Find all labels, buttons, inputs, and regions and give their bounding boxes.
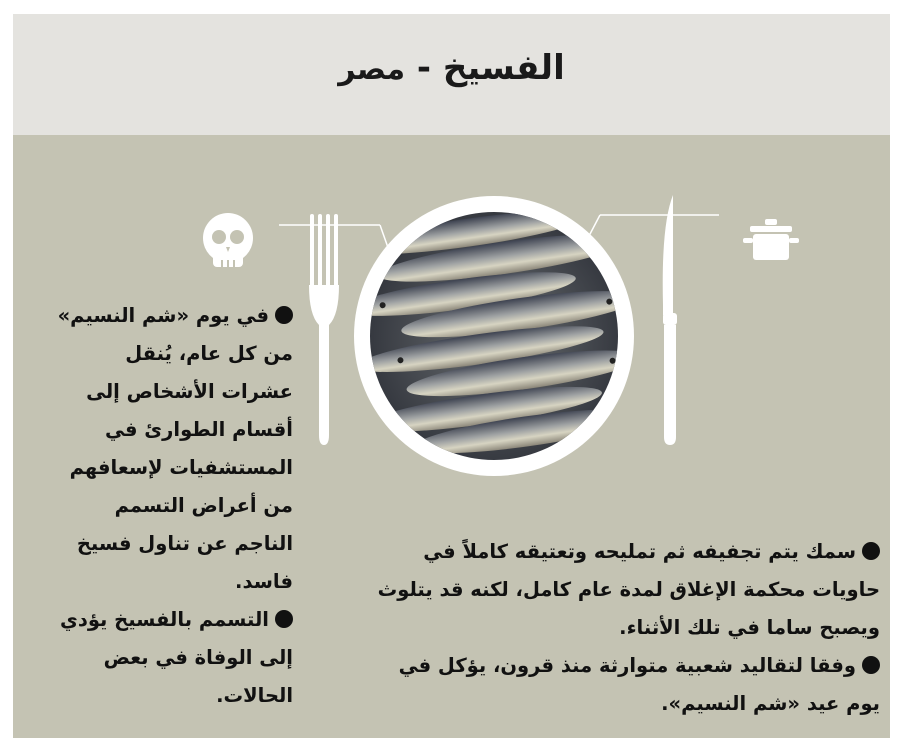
bullet-icon <box>862 542 880 560</box>
knife-icon <box>663 195 677 445</box>
bullet-icon <box>862 656 880 674</box>
left-column <box>53 297 293 715</box>
infographic-card <box>13 14 890 738</box>
header-bar <box>13 14 890 135</box>
fork-icon <box>309 214 339 445</box>
left-paragraph-2: التسمم بالفسيخ يؤدي إلى الوفاة في بعض الحالات. <box>59 608 293 707</box>
page-title <box>13 48 890 88</box>
bullet-icon <box>275 306 293 324</box>
bullet-icon <box>275 610 293 628</box>
skull-icon <box>203 213 253 267</box>
right-paragraph-1: سمك يتم تجفيفه ثم تمليحه وتعتيقه كاملاً في حاويات محكمة الإغلاق لمدة عام كامل، لكنه قد يتلوث ويصبح ساما في تلك الأثناء. <box>377 540 880 639</box>
title-country: مصر <box>338 52 406 87</box>
title-main: الفسيخ <box>442 48 565 88</box>
right-paragraph-2: وفقا لتقاليد شعبية متوارثة منذ قرون، يؤكل في يوم عيد «شم النسيم». <box>398 654 880 715</box>
fish-plate-image <box>338 196 658 476</box>
right-column <box>375 533 880 723</box>
left-paragraph-1: في يوم «شم النسيم» من كل عام، يُنقل عشرات الأشخاص إلى أقسام الطوارئ في المستشفيات لإسعافهم من أعراض التسمم الناجم عن تناول فسيخ فاسد. <box>57 304 293 593</box>
cooking-pot-icon <box>743 219 799 260</box>
title-separator: - <box>416 48 432 88</box>
